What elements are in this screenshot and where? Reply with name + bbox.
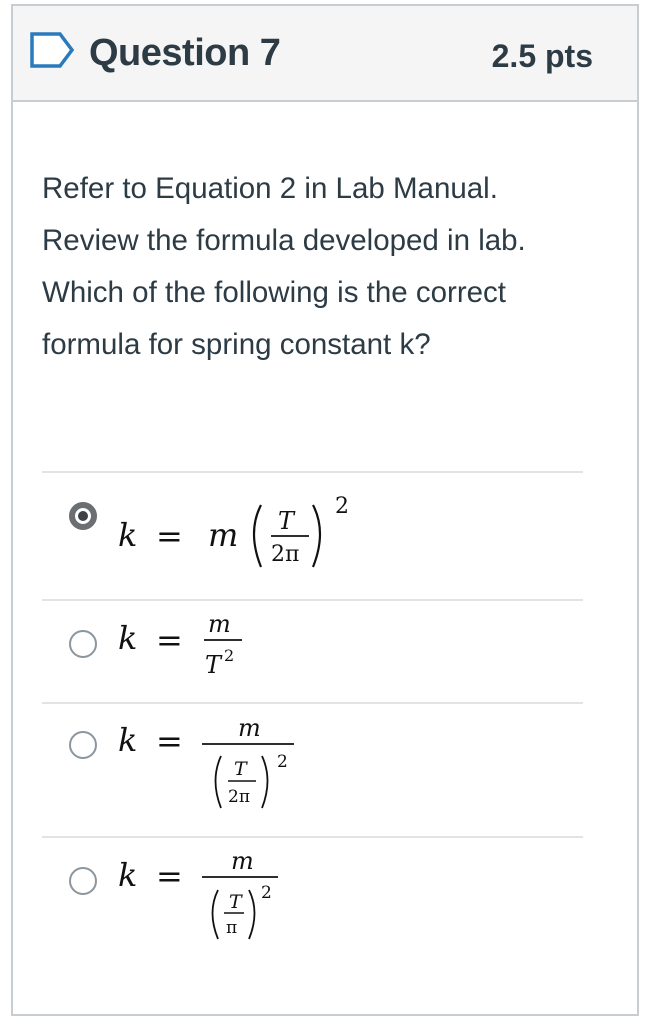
- svg-text:m: m: [231, 847, 254, 875]
- svg-text:π: π: [226, 918, 238, 938]
- answer-formula-4: [42, 838, 583, 948]
- svg-text:=: =: [156, 621, 183, 659]
- svg-text:2: 2: [335, 494, 349, 519]
- svg-text:m: m: [208, 610, 231, 638]
- svg-text:=: =: [156, 722, 183, 760]
- question-points: 2.5 pts: [491, 38, 593, 74]
- svg-text:m: m: [238, 714, 261, 742]
- question-header: [13, 6, 637, 102]
- answer-formula-1: [42, 473, 583, 599]
- answer-option-3[interactable]: [42, 704, 583, 836]
- svg-text:2: 2: [261, 883, 272, 903]
- svg-text:T: T: [229, 891, 242, 913]
- answer-formula-3: [42, 704, 583, 836]
- question-title: Question 7: [89, 32, 281, 74]
- answer-option-1[interactable]: [42, 473, 583, 599]
- svg-text:k: k: [118, 856, 138, 894]
- question-text: Refer to Equation 2 in Lab Manual. Review the formula developed in lab. Which of the following is the correct formula for spring constant k?: [42, 172, 526, 361]
- svg-text:2π: 2π: [271, 542, 300, 567]
- svg-text:=: =: [156, 517, 183, 555]
- svg-text:k: k: [118, 516, 138, 554]
- svg-text:k: k: [118, 721, 138, 759]
- svg-text:k: k: [118, 619, 138, 657]
- flag-question-icon[interactable]: [28, 30, 76, 70]
- svg-text:m: m: [208, 516, 239, 554]
- svg-text:T: T: [278, 507, 295, 535]
- svg-text:2π: 2π: [228, 787, 250, 807]
- answer-option-2[interactable]: [42, 601, 583, 702]
- svg-text:=: =: [156, 857, 183, 895]
- svg-text:2: 2: [224, 646, 235, 665]
- answer-formula-2: [42, 601, 583, 702]
- answer-option-4[interactable]: [42, 838, 583, 948]
- svg-text:T: T: [205, 651, 222, 679]
- svg-text:2: 2: [277, 752, 288, 772]
- svg-text:T: T: [234, 758, 247, 780]
